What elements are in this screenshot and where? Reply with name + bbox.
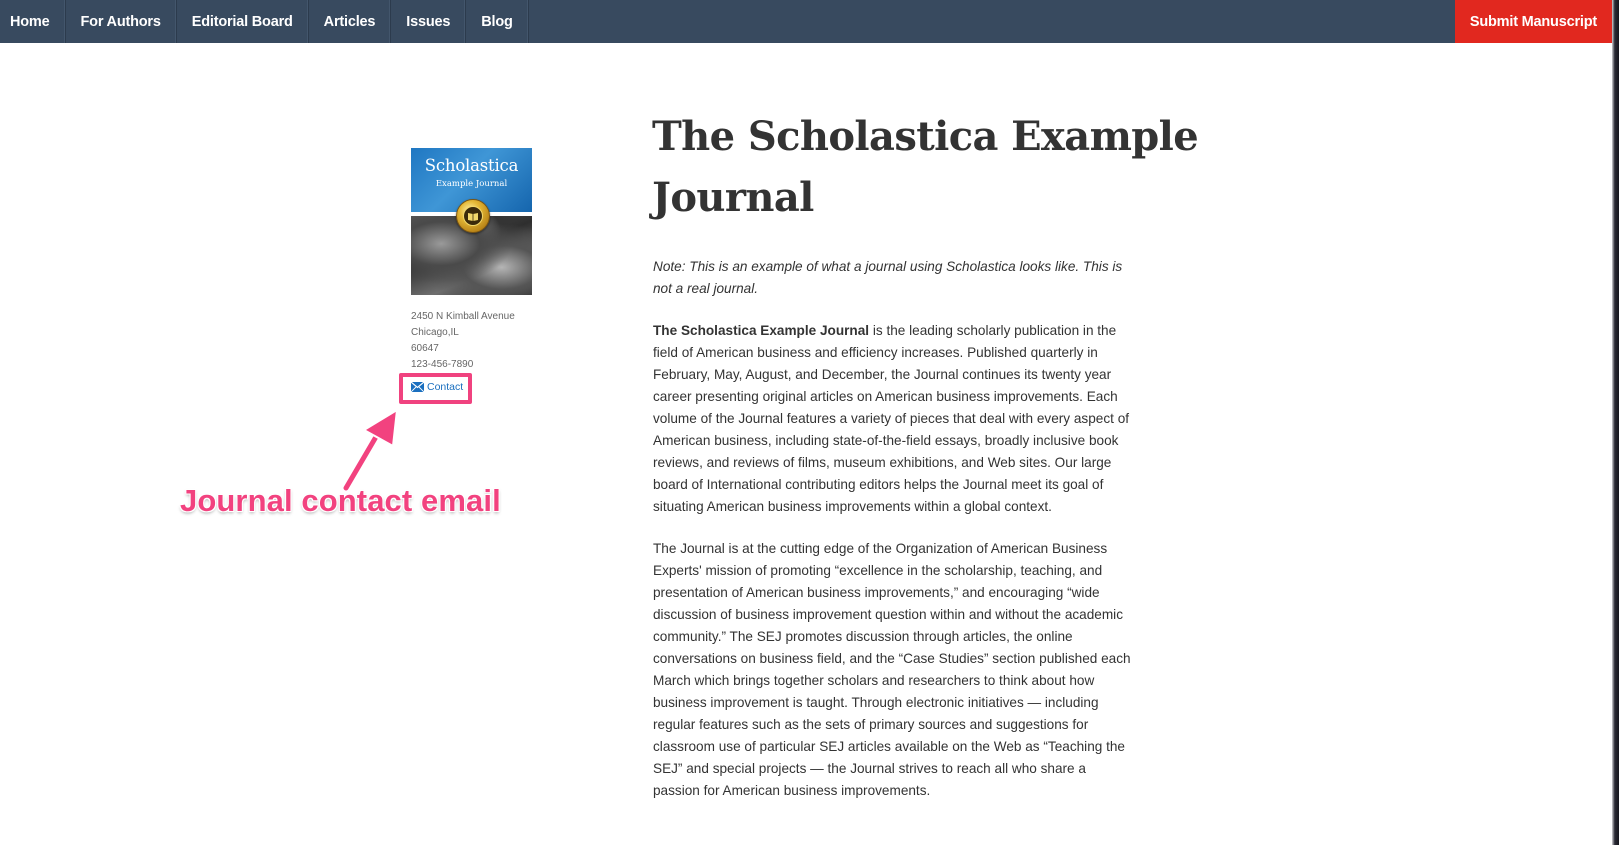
address-street: 2450 N Kimball Avenue [411,311,515,322]
annotation-arrow-icon [336,408,406,493]
cover-title: Scholastica [424,156,519,175]
contact-link[interactable] [411,381,463,393]
envelope-icon [411,382,424,392]
nav-articles[interactable]: Articles [309,0,392,43]
contact-label: Contact [427,381,464,393]
nav-blog[interactable]: Blog [466,0,528,43]
annotation-label: Journal contact email [180,483,501,518]
nav-home[interactable]: Home [0,0,66,43]
description-paragraph-1-text: is the leading scholarly publication in the field of American business and efficiency increases. Published quarterly in February, May, August, and December, the Journal continues its twenty year career presenting original articles on American business improvements. Each volume of the Journal features a variety of pieces that deal with every aspect of American business, including state-of-the-field essays, broadly inclusive book reviews, and reviews of films, museum exhibitions, and Web sites. Our large board of International contributing editors helps the Journal meet its goal of situating American business improvements within a global context. [653,323,1130,514]
medal-icon [456,199,490,233]
journal-cover [411,148,532,295]
address-zip: 60647 [411,343,439,354]
journal-address [411,309,515,373]
address-city: Chicago,IL [411,327,459,338]
nav-for-authors[interactable]: For Authors [66,0,177,43]
page-title: The Scholastica Example Journal [652,113,1199,221]
description-paragraph-1 [653,320,1133,518]
note-paragraph: Note: This is an example of what a journal using Scholastica looks like. This is not a real journal. [653,259,1123,296]
nav-editorial-board[interactable]: Editorial Board [177,0,309,43]
cover-subtitle: Example Journal [435,179,508,189]
description-paragraph-2: The Journal is at the cutting edge of the Organization of American Business Experts' mission of promoting “excellence in the scholarship, teaching, and presentation of American business improvements,” and encouraging “wide discussion of business improvement question within and without the academic community.” The SEJ promotes discussion through articles, the online conversations on business field, and the “Case Studies” section published each March which brings together scholars and researchers to think about how business improvement is taught. Through electronic initiatives — including regular features such as the sets of primary sources and suggestions for classroom use of particular SEJ articles available on the Web as “Teaching the SEJ” and special projects — the Journal strives to reach all who share a passion for American business improvements. [653,541,1131,798]
submit-manuscript-button[interactable]: Submit Manuscript [1455,0,1612,43]
top-navbar [0,0,1612,43]
nav-spacer [529,0,1455,43]
address-phone: 123-456-7890 [411,359,474,370]
nav-issues[interactable]: Issues [391,0,466,43]
window-edge [1612,0,1619,845]
journal-name-bold: The Scholastica Example Journal [653,323,870,338]
journal-description [653,256,1133,822]
